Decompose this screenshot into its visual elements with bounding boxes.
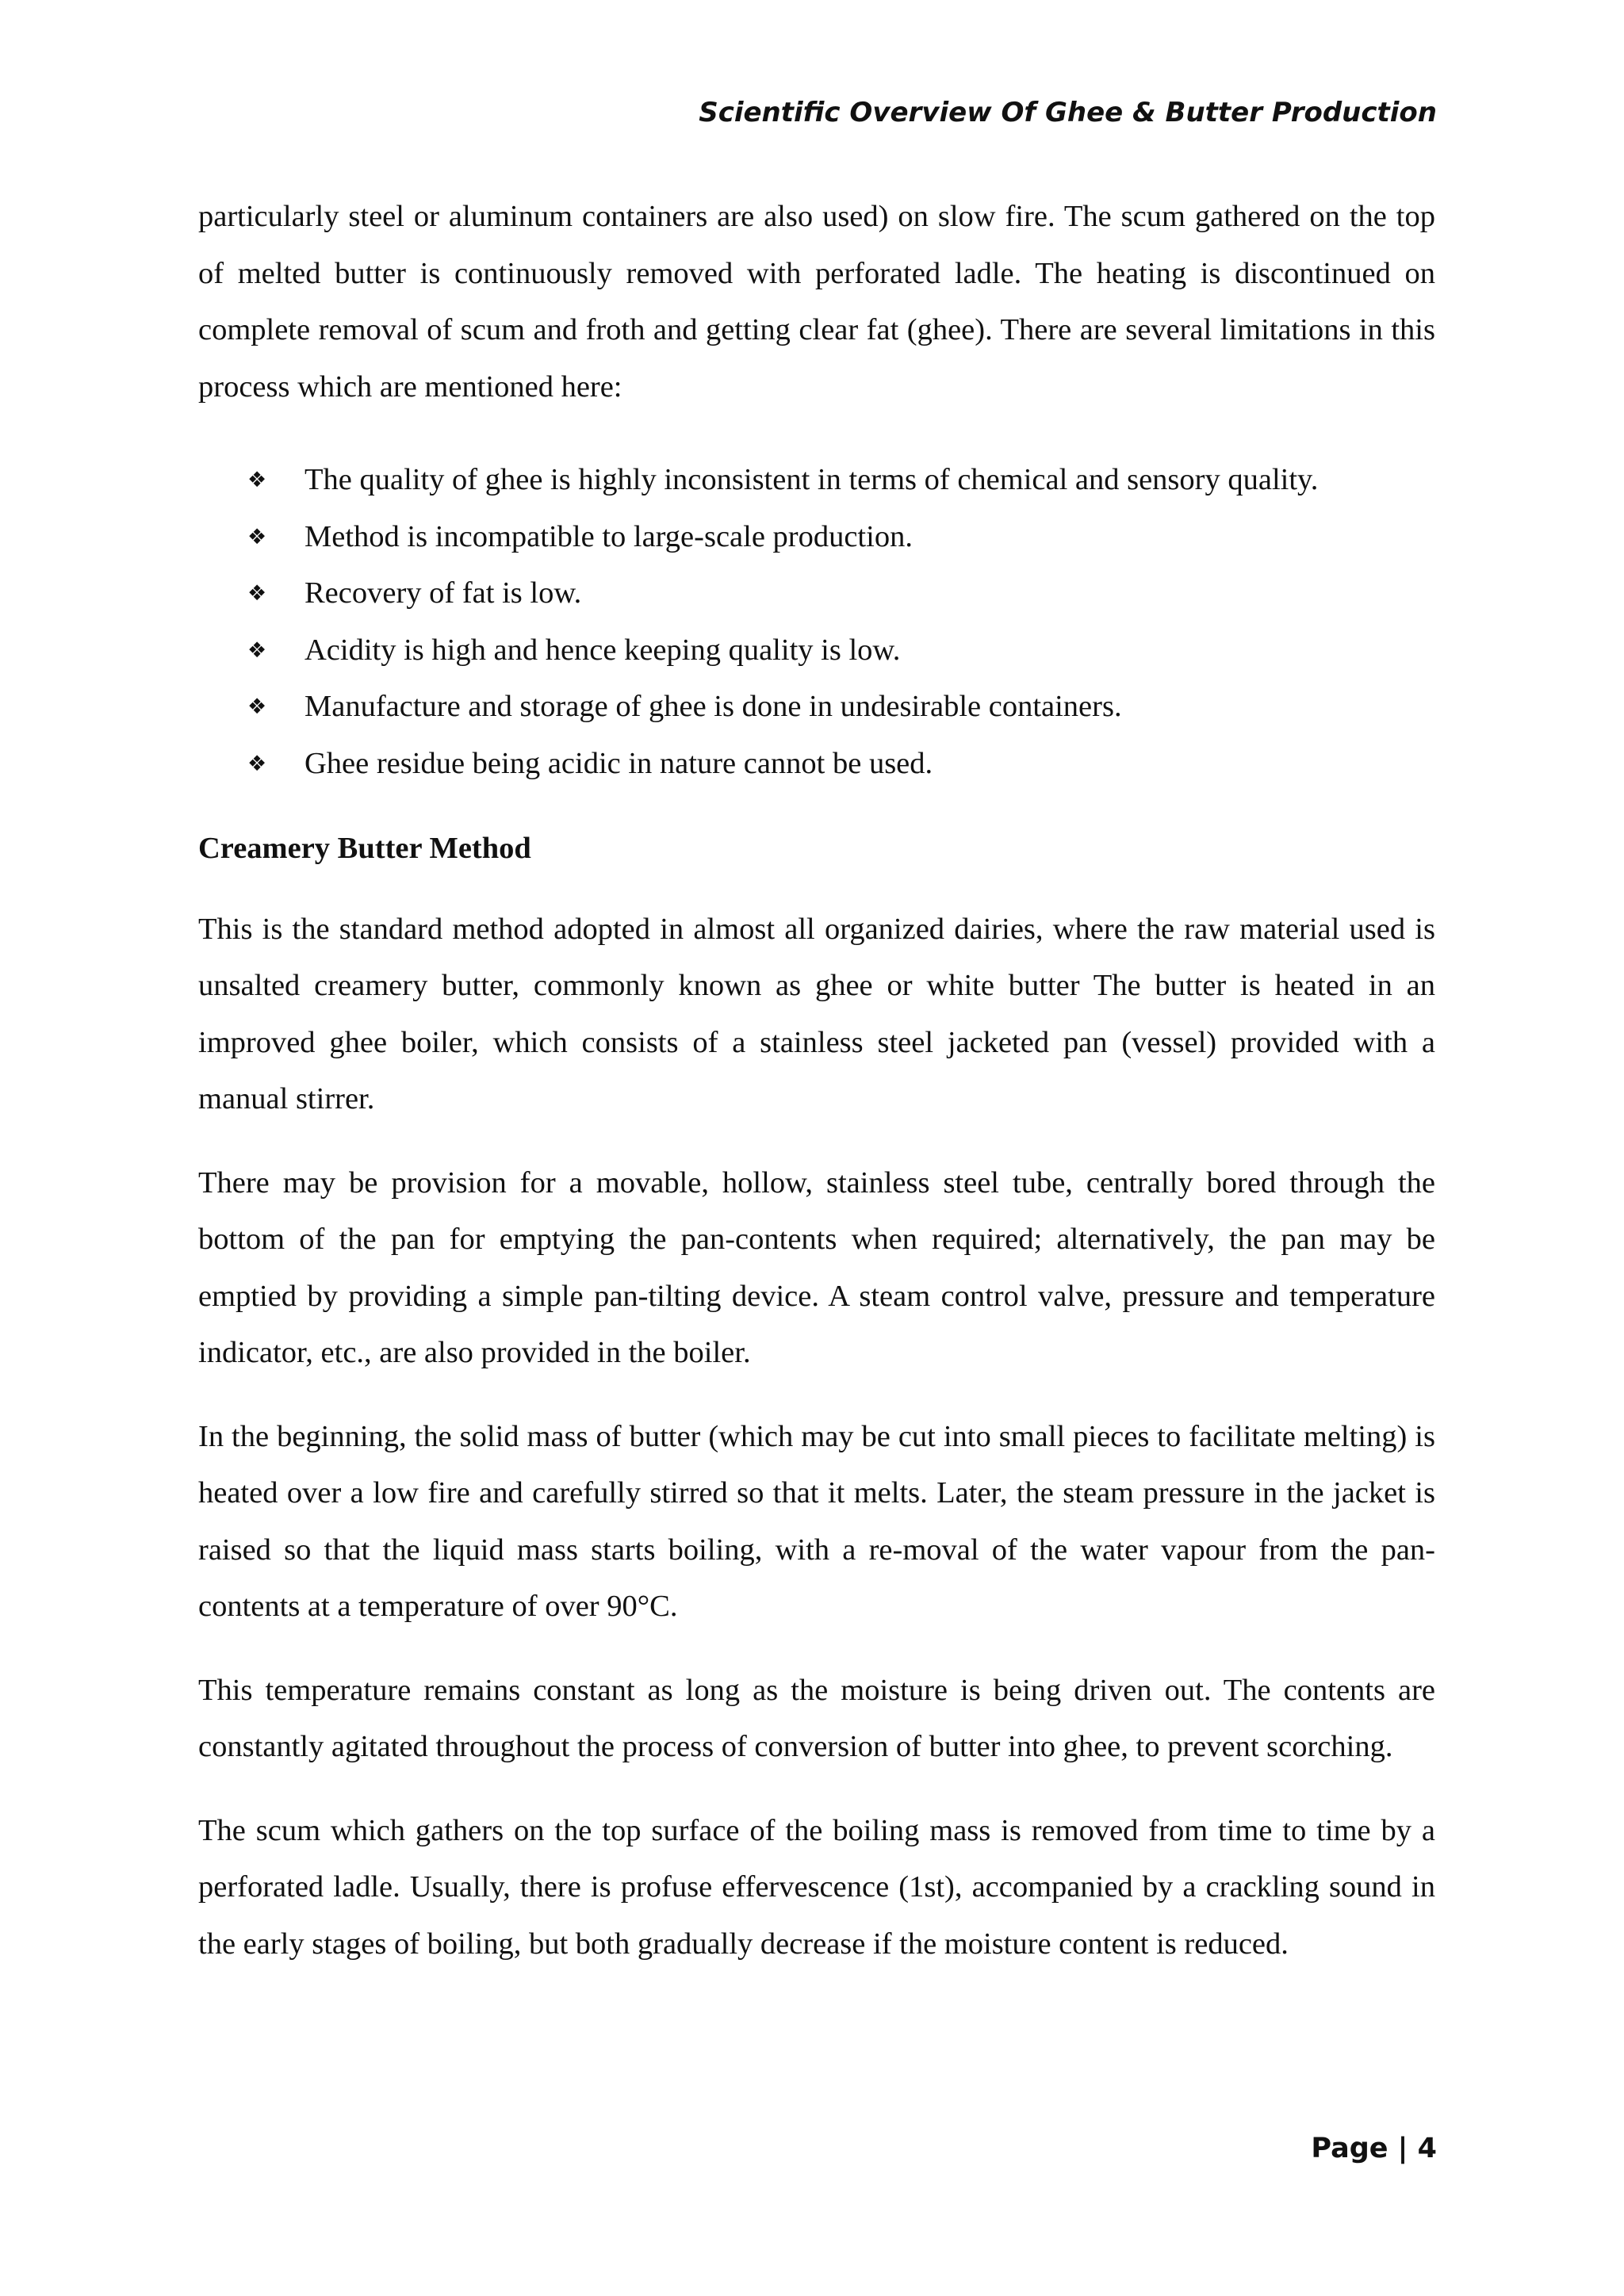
list-item (198, 509, 1435, 566)
section-paragraph: This temperature remains constant as long as the moisture is being driven out. The contents are constantly agitated throughout the process of conversion of butter into ghee, to prevent scorching. (198, 1673, 1435, 1763)
page-header: Scientific Overview Of Ghee & Butter Production (699, 97, 1437, 128)
list-item-text: Ghee residue being acidic in nature cannot be used. (304, 746, 933, 780)
list-item (198, 565, 1435, 622)
diamond-bullet-icon: ❖ (247, 468, 267, 492)
section-paragraph: The scum which gathers on the top surface of the boiling mass is removed from time to time by a perforated ladle. Usually, there is profuse effervescence (1st), accompanied by a crackling sound in the early stages of boiling, but both gradually decrease if the moisture content is reduced. (198, 1813, 1435, 1961)
diamond-bullet-icon: ❖ (247, 581, 267, 606)
diamond-bullet-icon: ❖ (247, 637, 267, 663)
list-item-text: Method is incompatible to large-scale production. (304, 519, 913, 553)
page-content (198, 189, 1435, 1973)
section-paragraph: There may be provision for a movable, hollow, stainless steel tube, centrally bored through the bottom of the pan for emptying the pan-contents when required; alternatively, the pan may be emptied by providing a simple pan-tilting device. A steam control valve, pressure and temperature indicator, etc., are also provided in the boiler. (198, 1165, 1435, 1369)
intro-paragraph: particularly steel or aluminum containers are also used) on slow fire. The scum gathered on the top of melted butter is continuously removed with perforated ladle. The heating is discontinued on complete removal of scum and froth and getting clear fat (ghee). There are several limitations in this process which are mentioned here: (198, 200, 1435, 404)
diamond-bullet-icon: ❖ (247, 751, 267, 776)
list-item-text: Acidity is high and hence keeping quality is low. (304, 633, 901, 667)
section-paragraph: In the beginning, the solid mass of butter (which may be cut into small pieces to facilitate melting) is heated over a low fire and carefully stirred so that it melts. Later, the steam pressure in the jacket is raised so that the liquid mass starts boiling, with a re-moval of the water vapour from the pan-contents at a temperature of over 90°C. (198, 1419, 1435, 1623)
page-number: Page | 4 (1311, 2133, 1437, 2164)
list-item (198, 622, 1435, 679)
list-item (198, 736, 1435, 793)
diamond-bullet-icon: ❖ (247, 524, 267, 549)
section-heading: Creamery Butter Method (198, 832, 531, 865)
section-paragraph: This is the standard method adopted in almost all organized dairies, where the raw material used is unsalted creamery butter, commonly known as ghee or white butter The butter is heated in an improved ghee boiler, which consists of a stainless steel jacketed pan (vessel) provided with a manual stirrer. (198, 912, 1435, 1115)
list-item (198, 679, 1435, 736)
list-item-text: Manufacture and storage of ghee is done in undesirable containers. (304, 690, 1122, 723)
list-item (198, 452, 1435, 509)
list-item-text: The quality of ghee is highly inconsistent in terms of chemical and sensory quality. (304, 463, 1319, 496)
limitations-list (198, 452, 1435, 792)
list-item-text: Recovery of fat is low. (304, 576, 582, 610)
diamond-bullet-icon: ❖ (247, 695, 267, 719)
